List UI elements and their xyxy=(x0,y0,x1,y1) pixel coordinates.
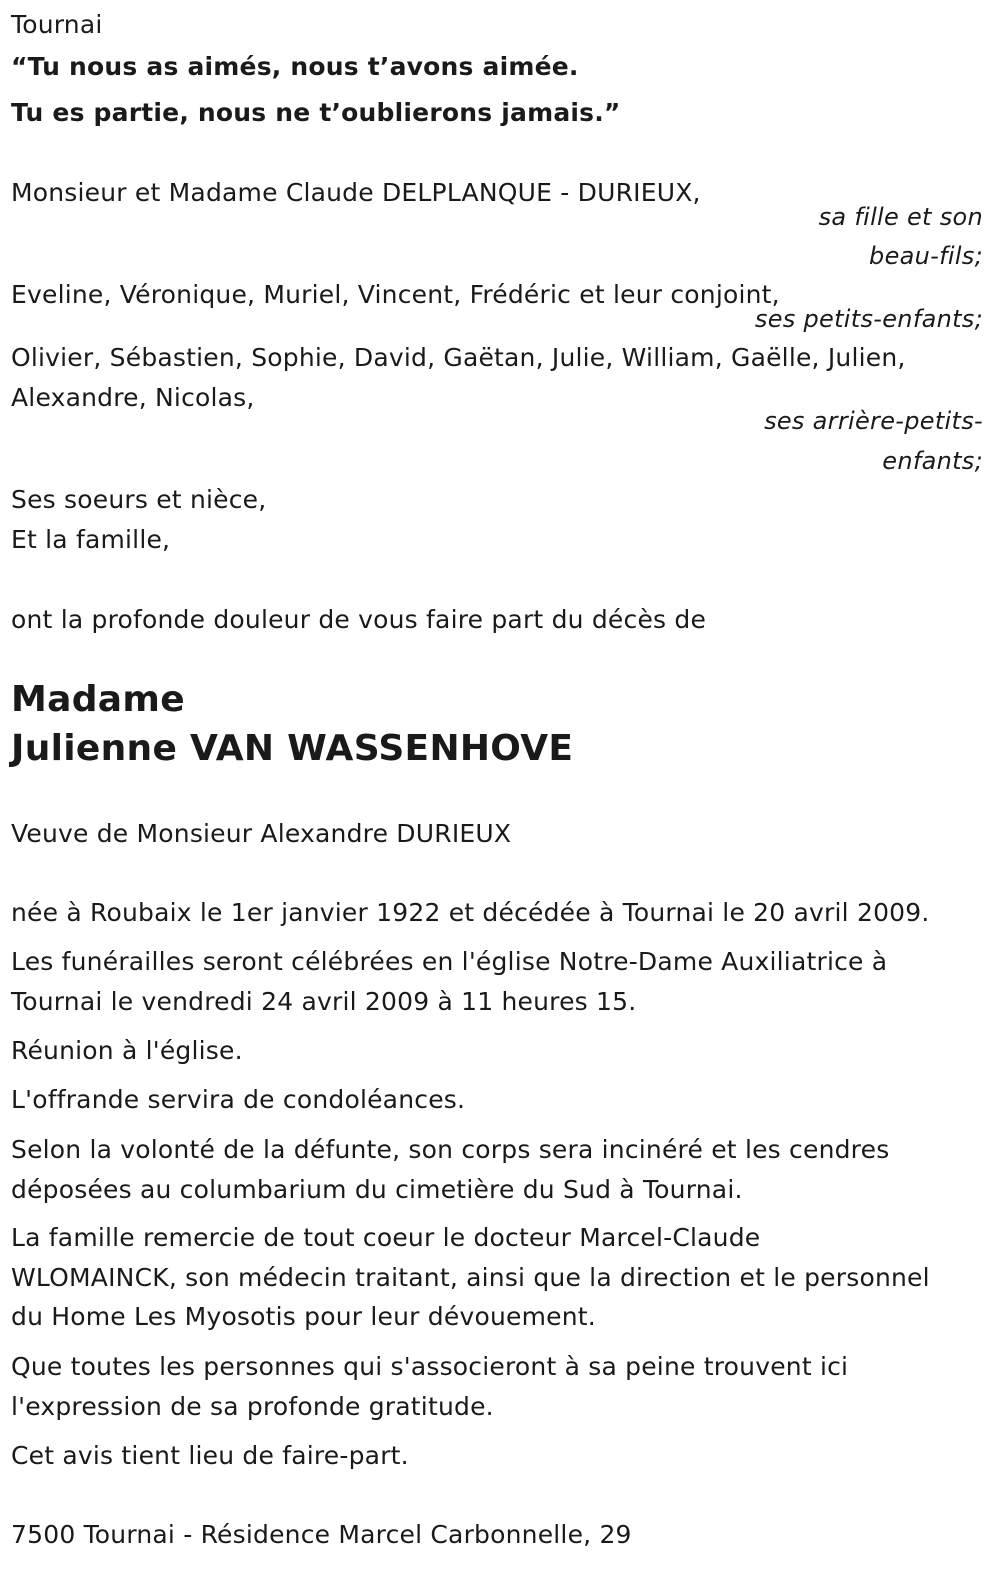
offering-line: L'offrande servira de condoléances. xyxy=(11,1085,466,1114)
address-line: 7500 Tournai - Résidence Marcel Carbonnelle, 29 xyxy=(11,1520,632,1549)
epitaph-line-1: “Tu nous as aimés, nous t’avons aimée. xyxy=(11,52,579,81)
thanks-line-2: WLOMAINCK, son médecin traitant, ainsi que la direction et le personnel xyxy=(11,1263,930,1292)
grandchildren-line: Eveline, Véronique, Muriel, Vincent, Frédéric et leur conjoint, xyxy=(11,280,780,309)
sisters-line: Ses soeurs et nièce, xyxy=(11,485,267,514)
grandchildren-role: ses petits-enfants; xyxy=(754,305,983,333)
notice-line: Cet avis tient lieu de faire-part. xyxy=(11,1441,409,1470)
birth-death-dates: née à Roubaix le 1er janvier 1922 et décédée à Tournai le 20 avril 2009. xyxy=(11,898,930,927)
family-line: Et la famille, xyxy=(11,525,171,554)
daughter-line: Monsieur et Madame Claude DELPLANQUE - DURIEUX, xyxy=(11,178,701,207)
great-grandchildren-role-1: ses arrière-petits- xyxy=(764,407,983,435)
funeral-line-1: Les funérailles seront célébrées en l'église Notre-Dame Auxiliatrice à xyxy=(11,947,888,976)
cremation-line-2: déposées au columbarium du cimetière du Sud à Tournai. xyxy=(11,1175,743,1204)
widow-of: Veuve de Monsieur Alexandre DURIEUX xyxy=(11,819,512,848)
cremation-line-1: Selon la volonté de la défunte, son corps sera incinéré et les cendres xyxy=(11,1135,890,1164)
great-grandchildren-line-2: Alexandre, Nicolas, xyxy=(11,383,255,412)
thanks-line-1: La famille remercie de tout coeur le docteur Marcel-Claude xyxy=(11,1223,761,1252)
location-header: Tournai xyxy=(11,10,103,39)
funeral-line-2: Tournai le vendredi 24 avril 2009 à 11 heures 15. xyxy=(11,987,637,1016)
gratitude-line-2: l'expression de sa profonde gratitude. xyxy=(11,1392,494,1421)
great-grandchildren-line-1: Olivier, Sébastien, Sophie, David, Gaëtan, Julie, William, Gaëlle, Julien, xyxy=(11,343,906,372)
thanks-line-3: du Home Les Myosotis pour leur dévouement. xyxy=(11,1302,596,1331)
daughter-role-1: sa fille et son xyxy=(818,203,983,231)
meeting-line: Réunion à l'église. xyxy=(11,1036,243,1065)
announcement: ont la profonde douleur de vous faire part du décès de xyxy=(11,605,707,634)
epitaph-line-2: Tu es partie, nous ne t’oublierons jamais.” xyxy=(11,98,621,127)
daughter-role-2: beau-fils; xyxy=(869,242,983,270)
deceased-title: Madame xyxy=(11,679,185,720)
deceased-name: Julienne VAN WASSENHOVE xyxy=(11,728,574,769)
great-grandchildren-role-2: enfants; xyxy=(882,447,983,475)
gratitude-line-1: Que toutes les personnes qui s'associeront à sa peine trouvent ici xyxy=(11,1352,849,1381)
